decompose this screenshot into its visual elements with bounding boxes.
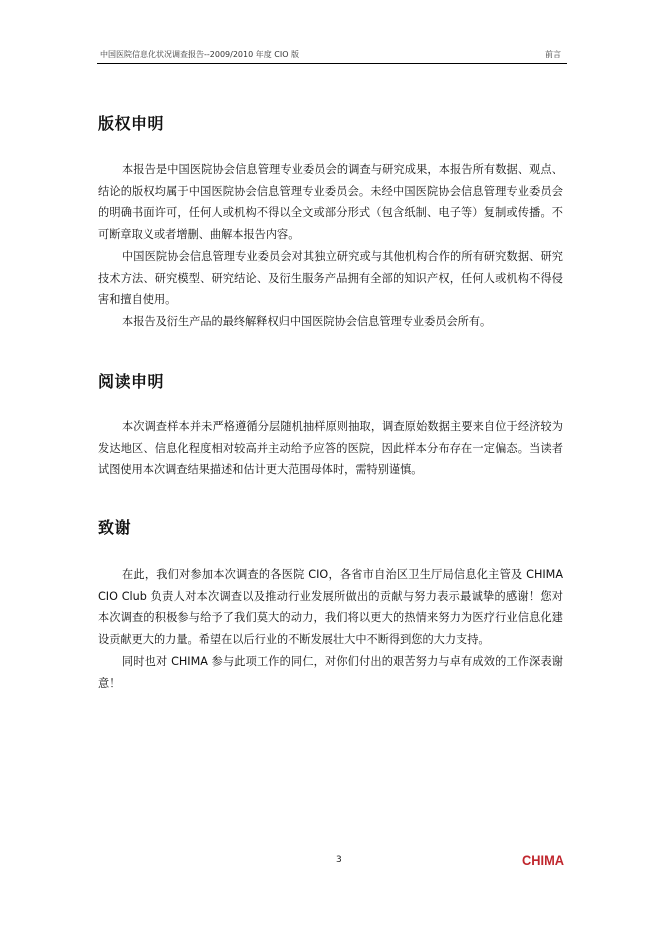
copyright-paragraph-1: 本报告是中国医院协会信息管理专业委员会的调查与研究成果，本报告所有数据、观点、结论的版权均属于中国医院协会信息管理专业委员会。未经中国医院协会信息管理专业委员会的明确书面许可，任何人或机构不得以全文或部分形式（包含纸制、电子等）复制或传播。不可断章取义或者增删、曲解本报告内容。 [98, 163, 563, 242]
header-report-title: 中国医院信息化状况调查报告--2009/2010 年度 CIO 版 [100, 50, 300, 59]
acknowledgement-paragraph-1: 在此，我们对参加本次调查的各医院 CIO，各省市自治区卫生厅局信息化主管及 CHIMA CIO Club 负责人对本次调查以及推动行业发展所做出的贡献与努力表示最诚挚的感谢！您对本次调查的积极参与给予了我们莫大的动力，我们将以更大的热情来努力为医疗行业信息化建设贡献更大的力量。希望在以后行业的不断发展壮大中不断得到您的大力支持。 [98, 568, 563, 647]
page-number: 3 [336, 855, 342, 865]
section-title-copyright: 版权申明 [98, 114, 165, 133]
chima-logo [522, 850, 564, 868]
reading-paragraph-1: 本次调查样本并未严格遵循分层随机抽样原则抽取，调查原始数据主要来自位于经济较为发达地区、信息化程度相对较高并主动给予应答的医院，因此样本分布存在一定偏态。当读者试图使用本次调查结果描述和估计更大范围母体时，需特别谨慎。 [98, 420, 563, 477]
header-section-name: 前言 [545, 50, 561, 59]
acknowledgement-paragraph-2: 同时也对 CHIMA 参与此项工作的同仁，对你们付出的艰苦努力与卓有成效的工作深表谢意！ [98, 655, 563, 690]
section-title-acknowledgements: 致谢 [98, 518, 132, 537]
copyright-paragraph-2: 中国医院协会信息管理专业委员会对其独立研究或与其他机构合作的所有研究数据、研究技术方法、研究模型、研究结论、及衍生服务产品拥有全部的知识产权，任何人或机构不得侵害和擅自使用。 [98, 250, 563, 307]
chima-logo-wordmark: CHIMA [522, 852, 564, 868]
section-title-reading-statement: 阅读申明 [98, 372, 165, 391]
running-header [97, 47, 567, 64]
copyright-paragraph-3: 本报告及衍生产品的最终解释权归中国医院协会信息管理专业委员会所有。 [122, 315, 492, 328]
